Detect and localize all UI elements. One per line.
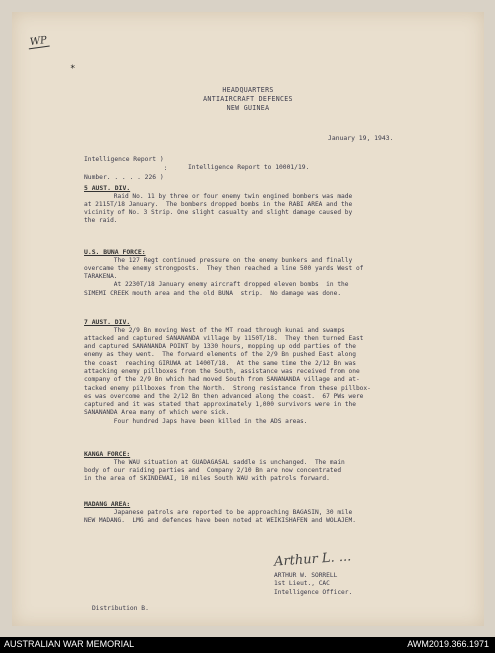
- ref-line-1: Intelligence Report ): [84, 156, 164, 163]
- document-date: January 19, 1943.: [328, 134, 394, 142]
- document-page: [12, 12, 484, 626]
- section-kanga-force: [84, 450, 454, 483]
- section-title: 7 AUST. DIV.: [84, 318, 131, 326]
- section-title: KANGA FORCE:: [84, 450, 131, 458]
- section-madang-area: [84, 500, 454, 525]
- signatory-name: ARTHUR W. SORRELL: [274, 572, 338, 579]
- handwritten-signature: Arthur L. ...: [273, 549, 352, 570]
- signature-block: [274, 572, 352, 597]
- heading-line-3: NEW GUINEA: [226, 104, 270, 112]
- signatory-title: Intelligence Officer.: [274, 588, 353, 596]
- section-title: MADANG AREA:: [84, 500, 131, 508]
- section-title: 5 AUST. DIV.: [84, 184, 131, 192]
- footer-catalogue-id: AWM2019.366.1971: [407, 639, 489, 649]
- section-body: The WAU situation at GUADAGASAL saddle is unchanged. The main body of our raiding parties and Company 2/10 Bn are now concentrated in the area of SKINDEWAI, 10 miles South WAU with patrols forward.: [84, 458, 345, 483]
- ref-line-2: :: [84, 165, 168, 172]
- footer-institution: AUSTRALIAN WAR MEMORIAL: [4, 639, 135, 649]
- signatory-rank: 1st Lieut., CAC: [274, 580, 330, 588]
- section-body: The 127 Regt continued pressure on the enemy bunkers and finally overcame the enemy strongposts. They then reached a line 500 yards West of TARAKENA. At 2230T/18 January enemy aircraft dropped eleven bombs in the SIMEMI CREEK mouth area and the old BUNA strip. No damage was done.: [84, 256, 364, 297]
- distribution-line: Distribution B.: [92, 605, 149, 612]
- heading-line-2: ANTIAIRCRAFT DEFENCES: [203, 95, 293, 103]
- report-reference: [84, 155, 167, 182]
- section-body: The 2/9 Bn moving West of the MT road through kunai and swamps attacked and captured SANANANDA village by 1150T/18. They then turned East and captured SANANANDA POINT by 1330 hours, mopping up odd parties of the enemy as they went. The forward elements of the 2/9 Bn pushed East along the coast reaching GIRUWA at 1400T/18. At the same time the 2/12 Bn was attacking enemy pillboxes from the South, assistance was received from one company of the 2/9 Bn which had moved South from SANANANDA village and at- tacked enemy pillboxes from the North. Strong resistance from these pillbox- es was overcome and the 2/12 Bn then advanced along the coast. 67 PWs were captured and it was stated that approximately 1,000 survivors were in the SANANANDA Area many of which were sick. Four hundred Japs have been killed in the ADS areas.: [84, 326, 371, 425]
- report-subject: Intelligence Report to 10001/19.: [188, 164, 310, 171]
- ref-line-3: Number. . . . . 226 ): [84, 174, 164, 181]
- section-body: Raid No. 11 by three or four enemy twin engined bombers was made at 2115T/18 January. The bombers dropped bombs in the RABI AREA and the vicinity of No. 3 Strip. One slight casualty and slight damage caused by the raid.: [84, 192, 353, 225]
- section-title: U.S. BUNA FORCE:: [84, 248, 146, 256]
- letterhead: [12, 86, 484, 113]
- handwritten-mark: WP: [27, 35, 49, 50]
- archive-footer: [0, 637, 495, 653]
- section-7-aust-div: [84, 318, 454, 426]
- star-mark: *: [70, 64, 76, 74]
- section-body: Japanese patrols are reported to be approaching BAGASIN, 30 mile NEW MADANG. LMG and defences have been noted at WEIKISHAFEN and WOLAJEM.: [84, 508, 356, 524]
- section-us-buna-force: [84, 248, 454, 298]
- heading-line-1: HEADQUARTERS: [222, 86, 274, 94]
- section-5-aust-div: [84, 184, 454, 226]
